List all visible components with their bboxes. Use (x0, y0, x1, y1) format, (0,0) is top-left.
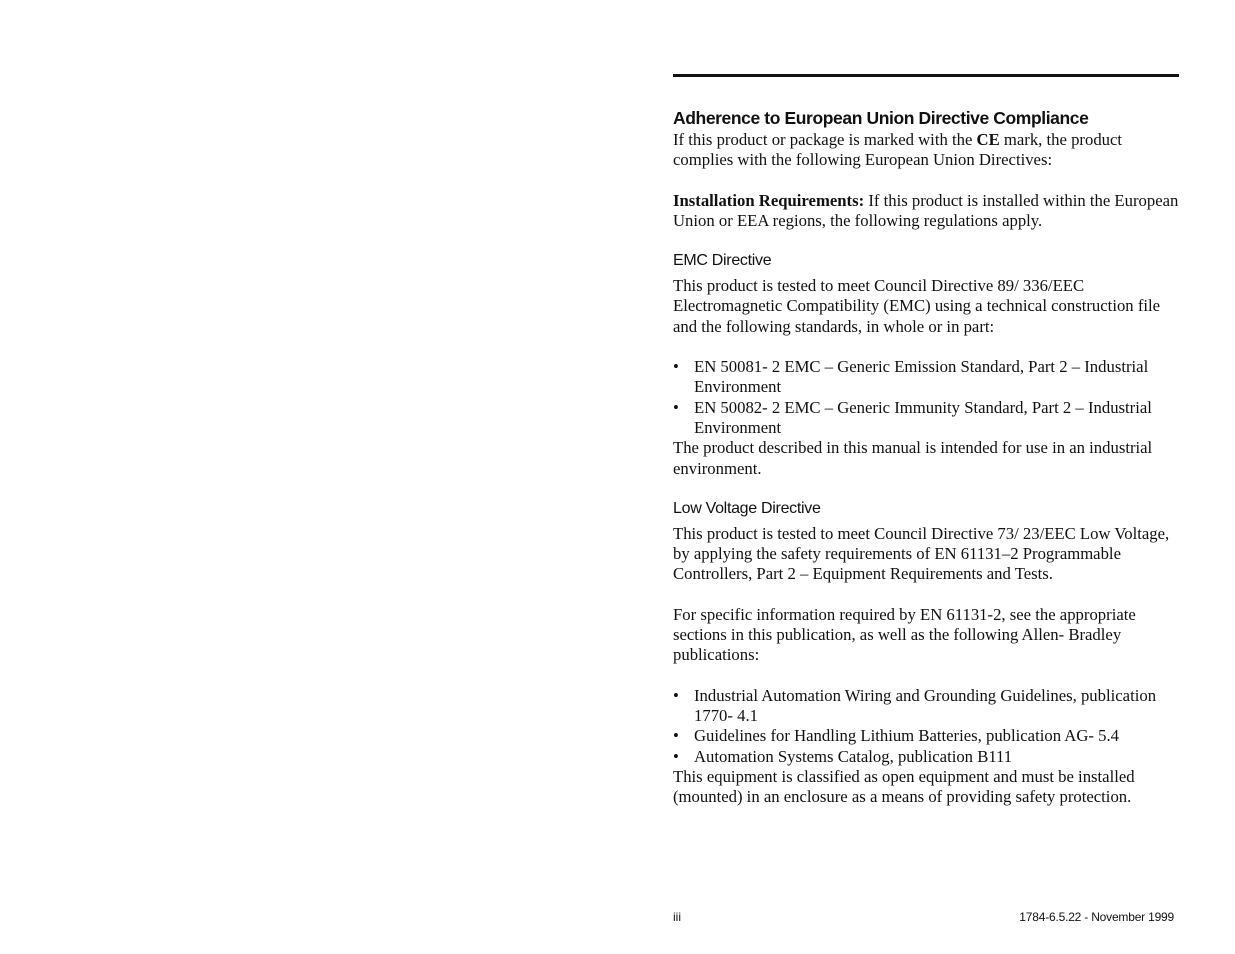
bullet-icon: • (673, 357, 679, 377)
list-item-text: Industrial Automation Wiring and Grounding Guidelines, publication 1770- 4.1 (694, 685, 1157, 725)
page-content (673, 106, 1183, 807)
low-voltage-body-2: For specific information required by EN 61131-2, see the appropriate sections in this publication, as well as the following Allen- Bradley publications: (673, 604, 1136, 665)
list-item-text: EN 50082- 2 EMC – Generic Immunity Standard, Part 2 – Industrial Environment (694, 397, 1152, 437)
low-voltage-body: This product is tested to meet Council Directive 73/ 23/EEC Low Voltage, by applying the safety requirements of EN 61131–2 Programmable Controllers, Part 2 – Equipment Requirements and Tests. (673, 523, 1170, 584)
list-item-text: Guidelines for Handling Lithium Batteries, publication AG- 5.4 (694, 726, 1119, 746)
publication-number: 1784-6.5.22 - November 1999 (1019, 910, 1174, 924)
bullet-icon: • (673, 746, 679, 766)
list-item-text: Automation Systems Catalog, publication B111 (694, 746, 1013, 766)
emc-heading: EMC Directive (673, 252, 772, 270)
installation-text: If this product is installed within the European Union or EEA regions, the following regulations apply. (673, 190, 1179, 230)
publications-list (673, 686, 1183, 767)
bullet-icon: • (673, 685, 679, 705)
section-heading: Adherence to European Union Directive Compliance (673, 108, 1089, 128)
bullet-icon: • (673, 397, 679, 417)
low-voltage-heading: Low Voltage Directive (673, 499, 821, 517)
intro-pre: If this product or package is marked with the (673, 130, 977, 149)
list-item (673, 686, 1183, 727)
list-item (673, 398, 1183, 439)
list-item (673, 357, 1183, 398)
top-rule (673, 74, 1179, 77)
ce-mark: CE (976, 130, 1000, 149)
list-item (673, 747, 1183, 767)
bullet-icon: • (673, 726, 679, 746)
page-number: iii (673, 910, 681, 924)
installation-paragraph (673, 191, 1183, 232)
low-voltage-after: This equipment is classified as open equipment and must be installed (mounted) in an enclosure as a means of providing safety protection. (673, 766, 1135, 807)
list-item-text: EN 50081- 2 EMC – Generic Emission Standard, Part 2 – Industrial Environment (694, 357, 1149, 397)
intro-post: mark, the product complies with the following European Union Directives: (673, 130, 1123, 170)
emc-after: The product described in this manual is intended for use in an industrial environment. (673, 438, 1153, 478)
intro-paragraph (673, 130, 1183, 171)
emc-standards-list (673, 357, 1183, 438)
installation-label: Installation Requirements: (673, 190, 865, 210)
list-item (673, 726, 1183, 746)
emc-body: This product is tested to meet Council Directive 89/ 336/EEC Electromagnetic Compatibility (EMC) using a technical construction file and the following standards, in whole or in part: (673, 276, 1161, 336)
